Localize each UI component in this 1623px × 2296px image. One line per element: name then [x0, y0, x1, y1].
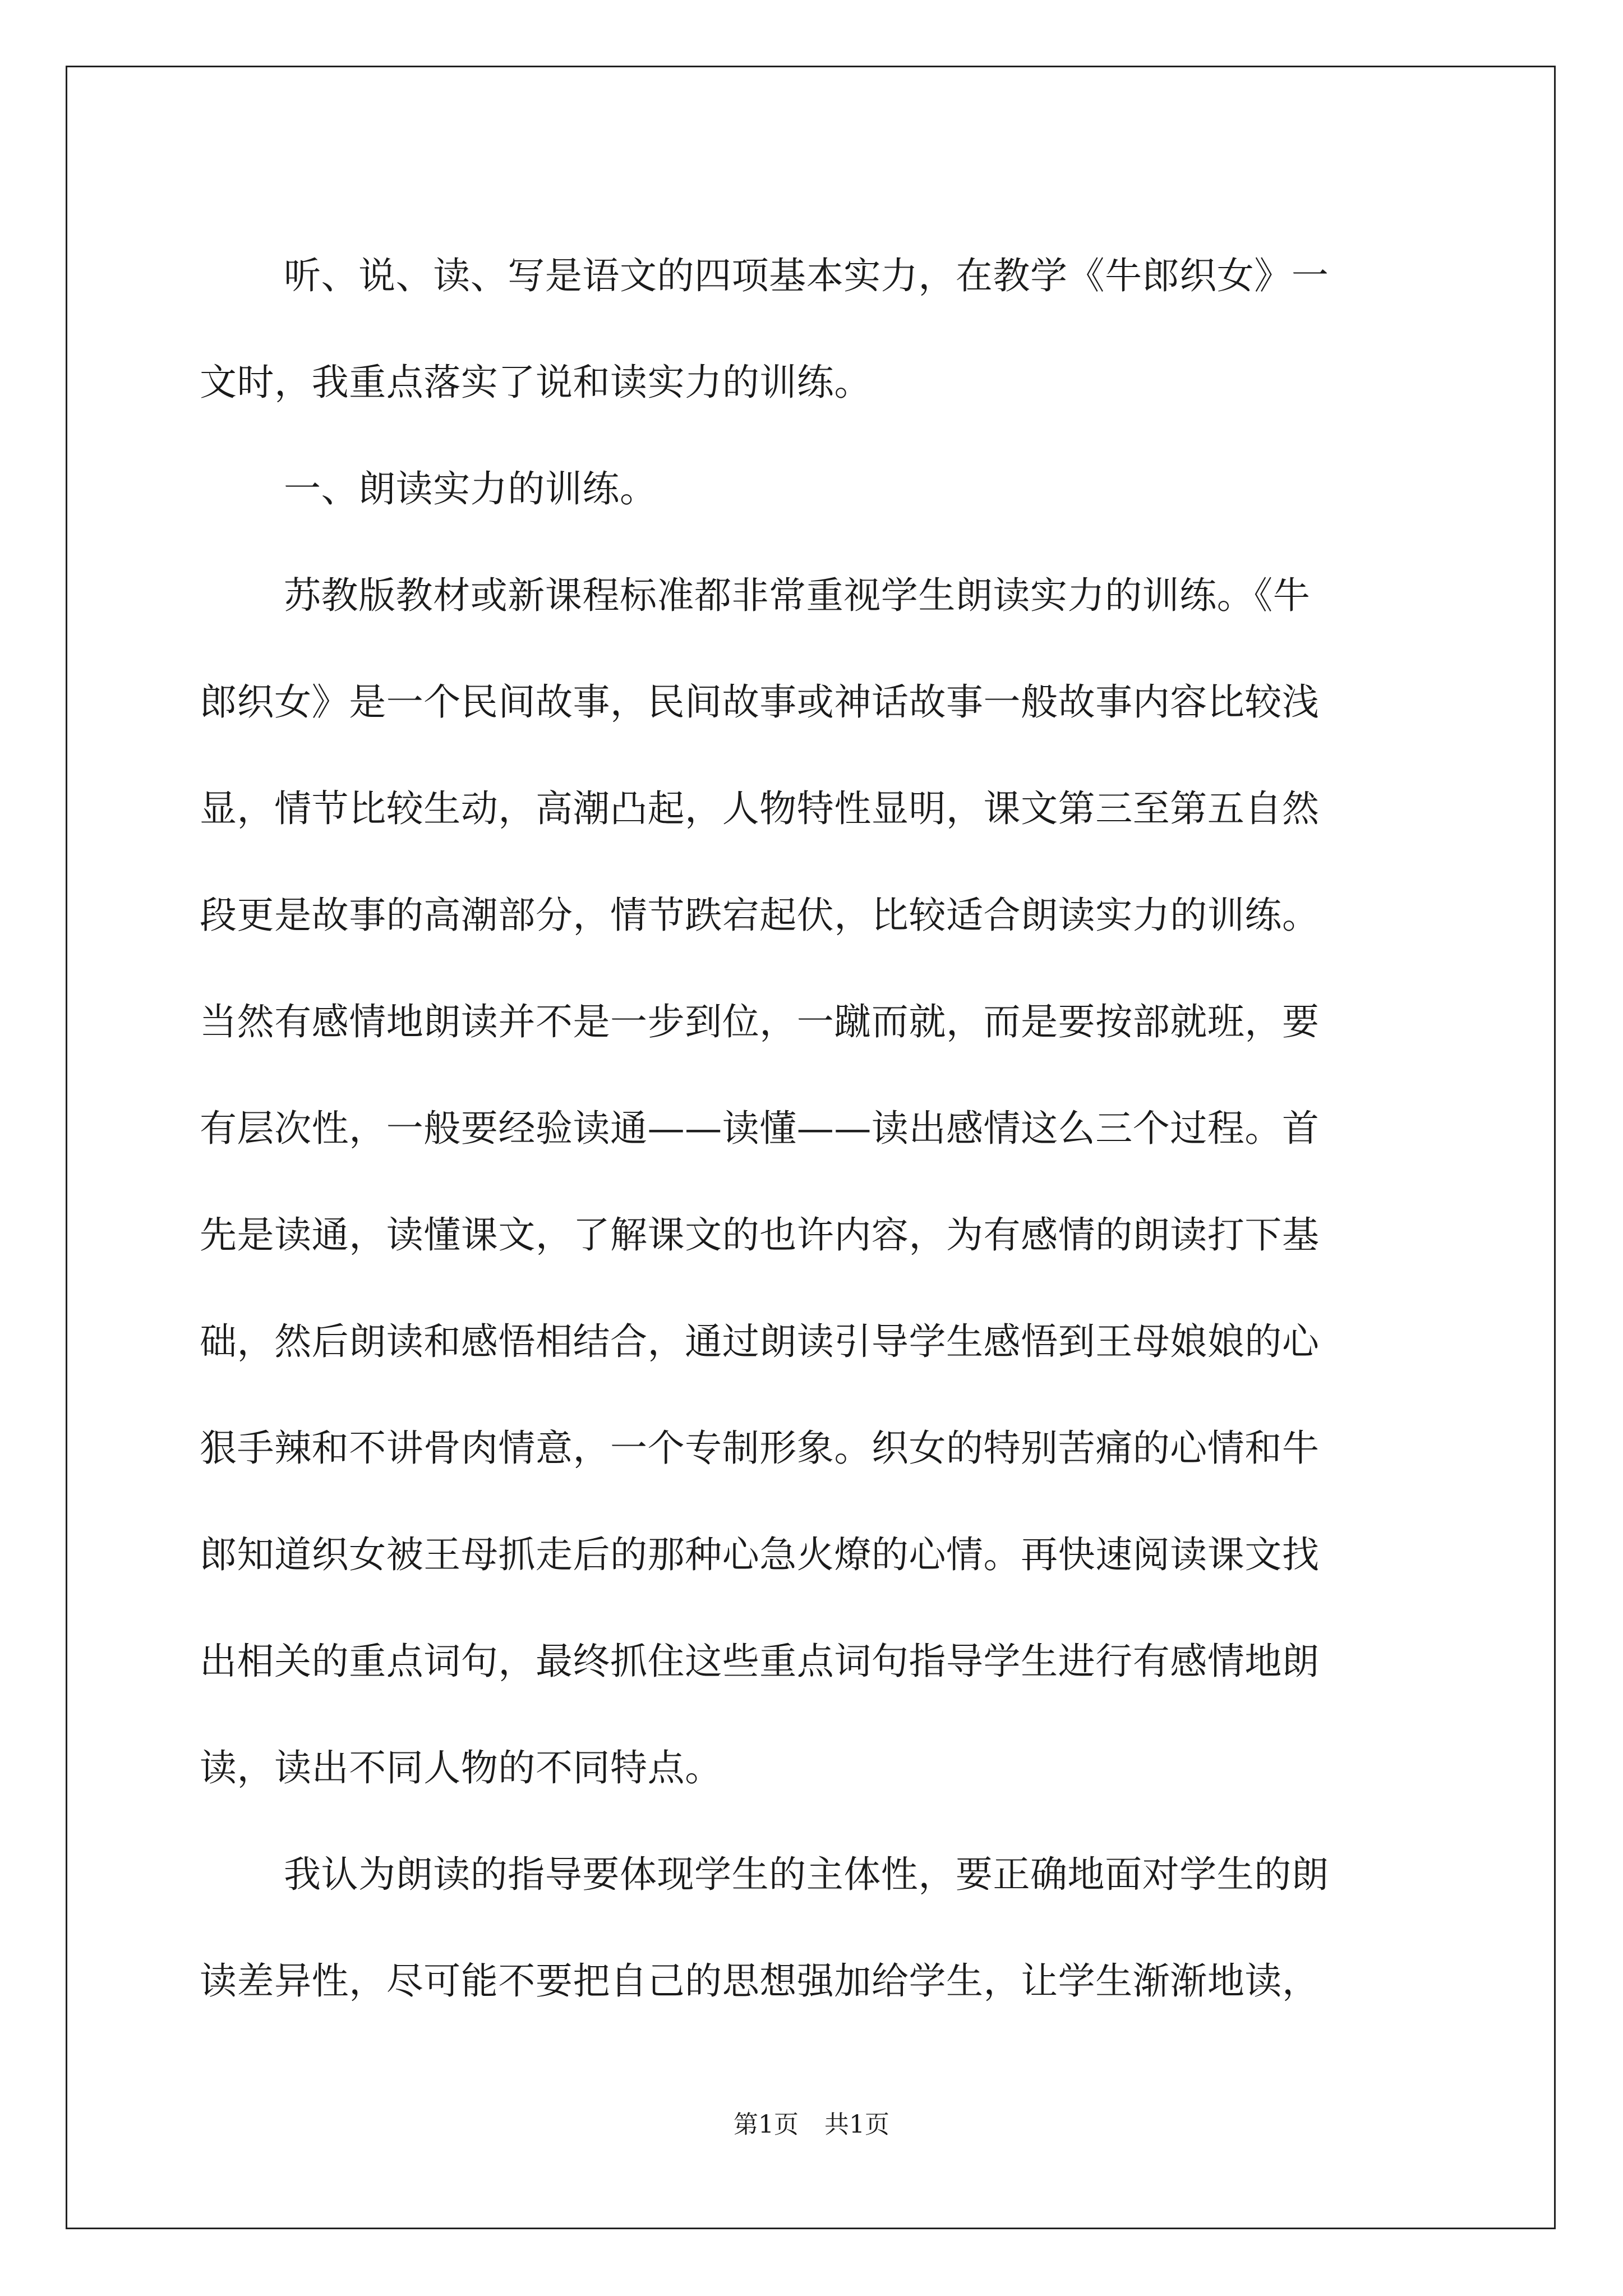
text-line: 狠手辣和不讲骨肉情意，一个专制形象。织女的特别苦痛的心情和牛 — [200, 1427, 1320, 1470]
text-line: 础，然后朗读和感悟相结合，通过朗读引导学生感悟到王母娘娘的心 — [200, 1320, 1320, 1363]
page-footer — [0, 2108, 1623, 2142]
text-line: 郎织女》是一个民间故事，民间故事或神话故事一般故事内容比较浅 — [200, 680, 1320, 724]
paragraph — [200, 223, 1433, 436]
text-line: 一、朗读实力的训练。 — [284, 467, 657, 510]
text-line: 出相关的重点词句，最终抓住这些重点词句指导学生进行有感情地朗 — [200, 1640, 1320, 1683]
text-line: 读差异性，尽可能不要把自己的思想强加给学生，让学生渐渐地读， — [200, 1959, 1320, 2003]
text-line: 文时，我重点落实了说和读实力的训练。 — [200, 361, 872, 404]
text-line: 我认为朗读的指导要体现学生的主体性，要正确地面对学生的朗 — [284, 1853, 1329, 1896]
text-line: 段更是故事的高潮部分，情节跌宕起伏，比较适合朗读实力的训练。 — [200, 894, 1320, 937]
text-line: 听、说、读、写是语文的四项基本实力，在教学《牛郎织女》一 — [284, 254, 1329, 297]
text-line: 读，读出不同人物的不同特点。 — [200, 1746, 722, 1789]
text-line: 当然有感情地朗读并不是一步到位，一蹴而就，而是要按部就班，要 — [200, 1000, 1320, 1043]
page-total: 共1页 — [824, 2110, 889, 2139]
paragraph — [200, 1821, 1433, 2035]
text-line: 先是读通，读懂课文，了解课文的也许内容，为有感情的朗读打下基 — [200, 1213, 1320, 1257]
text-line: 有层次性，一般要经验读通——读懂——读出感情这么三个过程。首 — [200, 1107, 1320, 1150]
paragraph — [200, 542, 1433, 1821]
text-line: 苏教版教材或新课程标准都非常重视学生朗读实力的训练。《牛 — [284, 574, 1311, 617]
text-line: 显，情节比较生动，高潮凸起，人物特性显明，课文第三至第五自然 — [200, 787, 1320, 830]
document-body — [200, 223, 1433, 2035]
page-number: 第1页 — [734, 2110, 799, 2139]
text-line: 郎知道织女被王母抓走后的那种心急火燎的心情。再快速阅读课文找 — [200, 1533, 1320, 1576]
section-heading — [200, 436, 1433, 542]
